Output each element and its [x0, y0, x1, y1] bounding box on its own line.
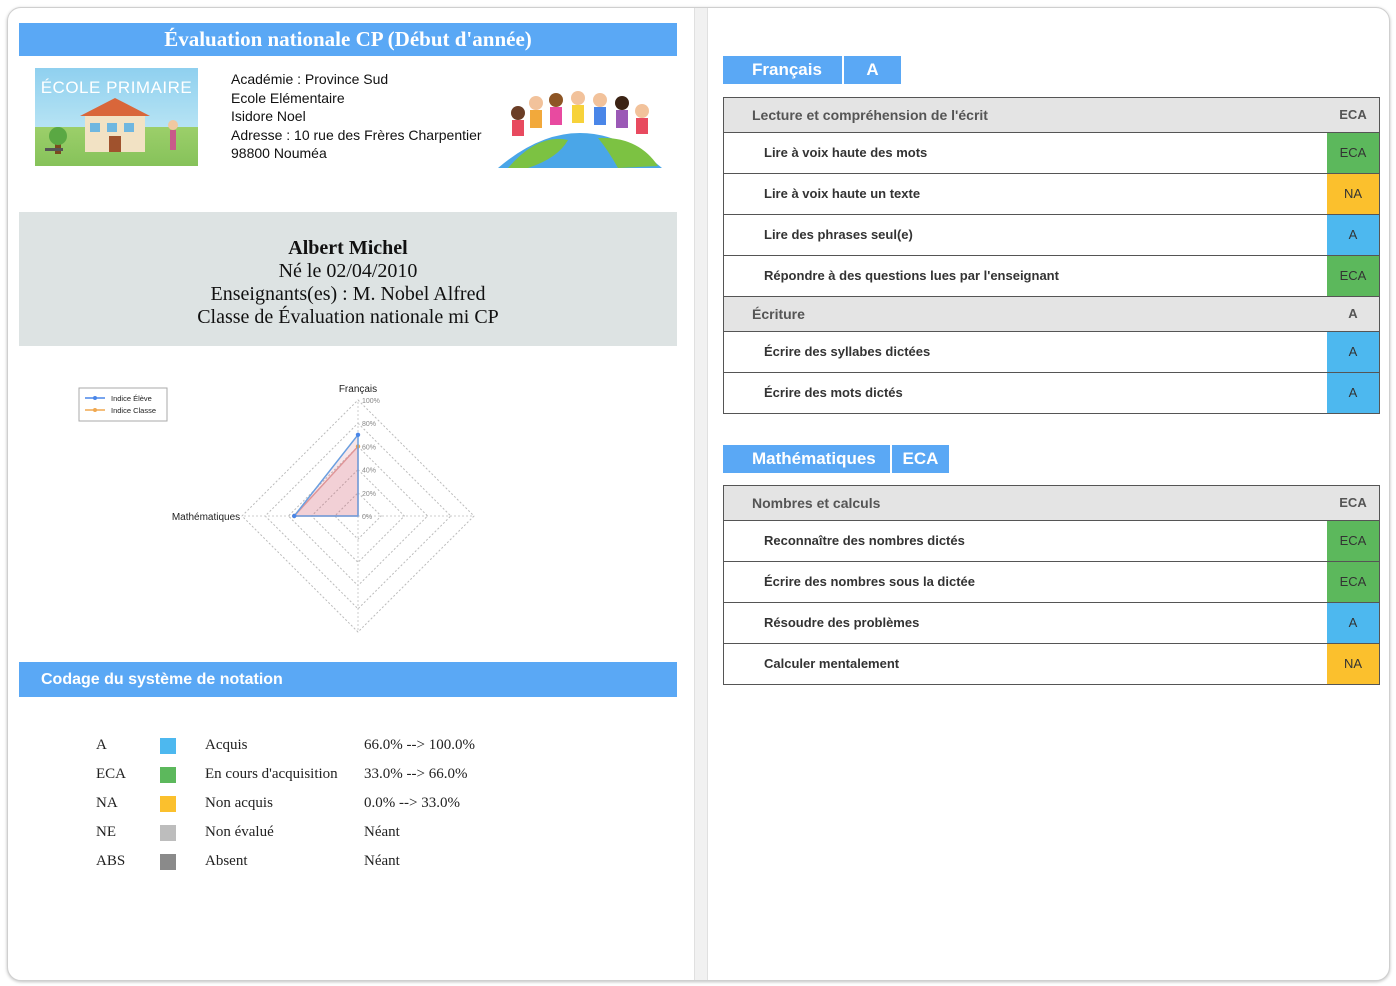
domain-grade: A — [1348, 306, 1358, 321]
coding-code: NE — [96, 824, 116, 840]
skill-row — [724, 373, 1379, 414]
coding-code: ECA — [96, 766, 126, 782]
academy-line: Académie : Province Sud — [231, 71, 389, 87]
skill-row — [724, 332, 1379, 373]
skill-name: Calculer mentalement — [764, 656, 900, 671]
address-line: Adresse : 10 rue des Frères Charpentier — [231, 126, 482, 143]
coding-range: Néant — [364, 824, 400, 840]
coding-range: 0.0% --> 33.0% — [364, 795, 460, 811]
subject-results-table — [723, 97, 1380, 414]
skill-row — [724, 644, 1379, 685]
coding-label: Non évalué — [205, 824, 274, 840]
domain-grade: ECA — [1339, 107, 1367, 122]
domain-name: Écriture — [752, 306, 805, 322]
student-class: Classe de Évaluation nationale mi CP — [197, 306, 499, 328]
skill-grade-badge: A — [1327, 603, 1379, 643]
coding-swatch — [160, 825, 176, 841]
subject-header — [723, 56, 901, 84]
skill-name: Écrire des syllabes dictées — [764, 344, 931, 359]
school-image-label: ÉCOLE PRIMAIRE — [40, 78, 193, 97]
coding-label: En cours d'acquisition — [205, 766, 338, 782]
page-divider — [694, 8, 708, 980]
coding-swatch — [160, 738, 176, 754]
radar-legend-marker — [93, 408, 97, 412]
skill-grade-badge: A — [1327, 373, 1379, 413]
radar-axis-label: Mathématiques — [171, 512, 241, 523]
subject-grade: ECA — [892, 445, 949, 473]
skill-name: Résoudre des problèmes — [764, 615, 920, 630]
radar-point — [292, 514, 296, 518]
skill-grade-badge: ECA — [1327, 562, 1379, 602]
school-type-line: Ecole Elémentaire — [231, 89, 345, 106]
skill-grade-badge: NA — [1327, 174, 1379, 214]
skill-name: Écrire des mots dictés — [764, 385, 903, 400]
radar-chart — [68, 370, 548, 640]
subject-results-table — [723, 485, 1380, 685]
skill-name: Reconnaître des nombres dictés — [764, 533, 965, 548]
radar-legend-entry: Indice Classe — [111, 406, 157, 415]
skill-row — [724, 603, 1379, 644]
coding-swatch — [160, 854, 176, 870]
student-birthdate: Né le 02/04/2010 — [278, 260, 418, 282]
radar-tick-label: 0% — [362, 514, 373, 521]
radar-tick-label: 100% — [362, 398, 380, 405]
skill-name: Lire des phrases seul(e) — [764, 227, 913, 242]
radar-legend-entry: Indice Élève — [111, 394, 152, 403]
domain-name: Lecture et compréhension de l'écrit — [752, 107, 988, 123]
subject-name: Mathématiques — [723, 445, 890, 473]
skill-row — [724, 562, 1379, 603]
school-name-line: Isidore Noel — [231, 108, 306, 124]
coding-label: Acquis — [205, 737, 248, 753]
subject-name: Français — [723, 56, 842, 84]
skill-grade-badge: ECA — [1327, 256, 1379, 296]
radar-axis-label: Français — [338, 384, 378, 395]
skill-name: Lire à voix haute un texte — [764, 186, 921, 201]
coding-range: Néant — [364, 853, 400, 869]
school-illustration — [35, 68, 198, 166]
subject-header — [723, 445, 949, 473]
radar-tick-label: 80% — [362, 421, 377, 429]
radar-tick-label: 40% — [362, 467, 377, 475]
skill-name: Répondre à des questions lues par l'enseignant — [764, 268, 1059, 283]
domain-row — [724, 486, 1379, 521]
coding-swatch — [160, 767, 176, 783]
radar-series-area — [294, 435, 358, 516]
radar-tick-label: 60% — [362, 444, 377, 452]
skill-grade-badge: A — [1327, 332, 1379, 372]
student-identity — [19, 212, 677, 346]
skill-row — [724, 521, 1379, 562]
coding-label: Non acquis — [205, 795, 273, 811]
page-title: Évaluation nationale CP (Début d'année) — [19, 23, 677, 56]
school-info — [231, 70, 482, 163]
radar-point — [356, 433, 360, 437]
domain-grade: ECA — [1339, 495, 1367, 510]
coding-title: Codage du système de notation — [19, 662, 677, 697]
domain-row — [724, 297, 1379, 332]
subject-grade: A — [844, 56, 901, 84]
coding-code: A — [96, 737, 107, 753]
domain-row — [724, 98, 1379, 133]
radar-tick-label: 20% — [362, 490, 377, 498]
report-card — [7, 7, 1390, 981]
skill-row — [724, 256, 1379, 297]
skill-name: Lire à voix haute des mots — [764, 145, 928, 160]
skill-row — [724, 133, 1379, 174]
skill-name: Écrire des nombres sous la dictée — [764, 574, 975, 589]
skill-row — [724, 215, 1379, 256]
radar-legend — [79, 388, 167, 421]
coding-range: 33.0% --> 66.0% — [364, 766, 468, 782]
skill-grade-badge: ECA — [1327, 133, 1379, 173]
children-globe-icon — [498, 78, 662, 168]
coding-code: ABS — [96, 853, 126, 869]
student-teachers: Enseignants(es) : M. Nobel Alfred — [210, 283, 486, 305]
skill-row — [724, 174, 1379, 215]
domain-name: Nombres et calculs — [752, 495, 881, 511]
skill-grade-badge: NA — [1327, 644, 1379, 684]
coding-label: Absent — [205, 853, 248, 869]
coding-swatch — [160, 796, 176, 812]
coding-code: NA — [96, 795, 118, 811]
student-name: Albert Michel — [288, 237, 408, 259]
skill-grade-badge: ECA — [1327, 521, 1379, 561]
radar-legend-marker — [93, 396, 97, 400]
skill-grade-badge: A — [1327, 215, 1379, 255]
city-line: 98800 Nouméa — [231, 145, 327, 161]
coding-range: 66.0% --> 100.0% — [364, 737, 475, 753]
